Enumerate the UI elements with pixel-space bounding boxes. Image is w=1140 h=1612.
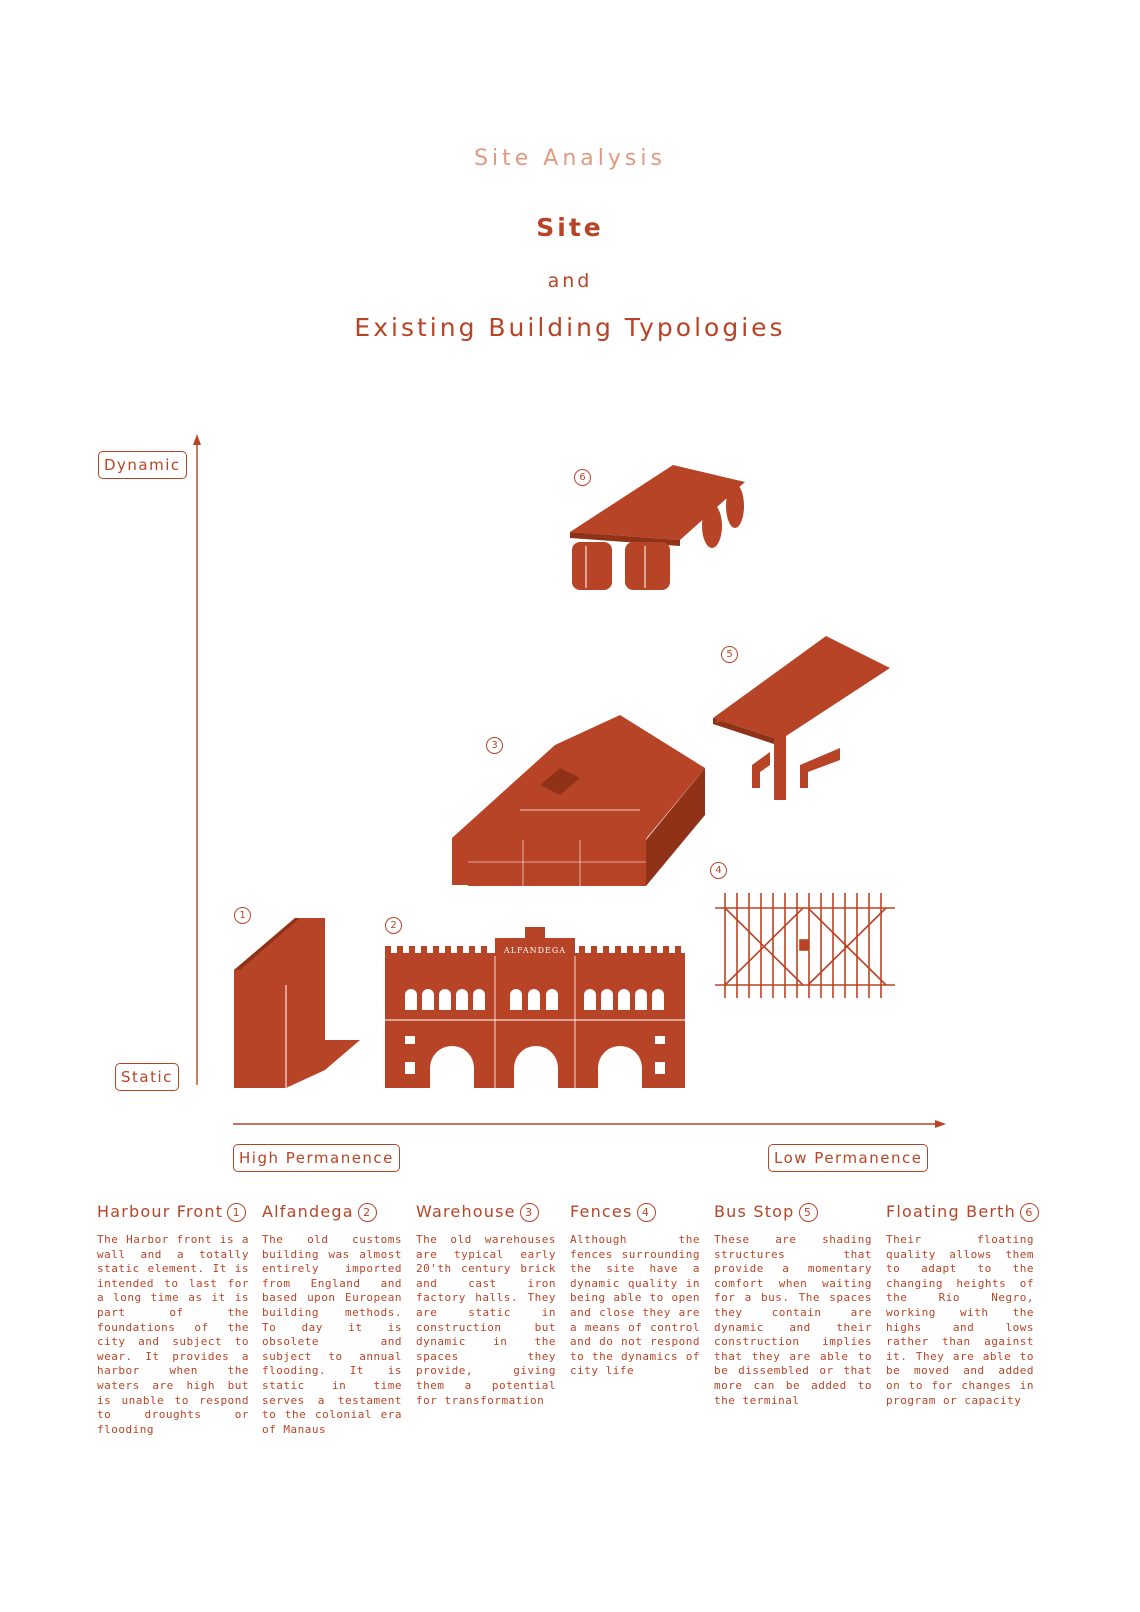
marker-4: 4 bbox=[710, 862, 727, 879]
column-6-title bbox=[886, 1201, 1039, 1223]
column-5-number: 5 bbox=[799, 1203, 818, 1222]
column-6-number: 6 bbox=[1020, 1203, 1039, 1222]
column-2-number: 2 bbox=[358, 1203, 377, 1222]
harbour-wall-icon bbox=[234, 918, 360, 1088]
column-5-title bbox=[714, 1201, 818, 1223]
page-title-line1: Site bbox=[536, 213, 604, 242]
column-1-number: 1 bbox=[227, 1203, 246, 1222]
bus-stop-shelter-icon bbox=[713, 636, 890, 800]
column-4-number: 4 bbox=[637, 1203, 656, 1222]
page-kicker: Site Analysis bbox=[474, 146, 666, 171]
page-title-line2: and bbox=[547, 270, 593, 292]
column-4-text: Although the fences surrounding the site have a dynamic quality in being able to open and close they are a means of control and do not respond to the dynamics of city life bbox=[570, 1233, 700, 1378]
marker-1: 1 bbox=[234, 907, 251, 924]
column-3-text: The old warehouses are typical early 20'th century brick and cast iron factory halls. They are static in construction but dynamic in the spaces they provide, giving them a potential for transformation bbox=[416, 1233, 556, 1407]
y-axis-bottom-label: Static bbox=[115, 1063, 179, 1091]
column-1-text: The Harbor front is a wall and a totally static element. It is intended to last for a long time as it is part of the foundations of the city and subject to wear. It provides a harbor when the waters are high but is unable to respond to droughts or flooding bbox=[97, 1233, 249, 1436]
marker-6: 6 bbox=[574, 469, 591, 486]
column-5-title-text: Bus Stop bbox=[714, 1202, 795, 1221]
column-3-title-text: Warehouse bbox=[416, 1202, 516, 1221]
marker-5: 5 bbox=[721, 646, 738, 663]
column-2-title bbox=[262, 1201, 377, 1223]
column-1-title-text: Harbour Front bbox=[97, 1202, 224, 1221]
fence-gate-icon bbox=[715, 893, 895, 998]
alfandega-sign: ALFANDEGA bbox=[503, 946, 567, 955]
column-3-title bbox=[416, 1201, 539, 1223]
marker-3: 3 bbox=[486, 737, 503, 754]
column-5-text: These are shading structures that provide a momentary comfort when waiting for a bus. The spaces they contain are dynamic and their construction implies that they are able to be dissembled or that more can be added to the terminal bbox=[714, 1233, 872, 1407]
x-axis-right-label: Low Permanence bbox=[768, 1144, 928, 1172]
column-6-title-text: Floating Berth bbox=[886, 1202, 1016, 1221]
x-axis-left-label: High Permanence bbox=[233, 1144, 400, 1172]
y-axis bbox=[193, 434, 201, 1085]
x-axis bbox=[233, 1120, 946, 1128]
column-2-text: The old customs building was almost entirely imported from England and based upon European building methods. To day it is obsolete and subject to annual flooding. It is static in time serves a testament to the colonial era of Manaus bbox=[262, 1233, 402, 1436]
column-2-title-text: Alfandega bbox=[262, 1202, 354, 1221]
column-4-title bbox=[570, 1201, 656, 1223]
alfandega-building-icon bbox=[385, 927, 685, 1088]
column-4-title-text: Fences bbox=[570, 1202, 633, 1221]
floating-berth-icon bbox=[570, 465, 745, 590]
column-1-title bbox=[97, 1201, 246, 1223]
marker-2: 2 bbox=[385, 917, 402, 934]
page-title-line3: Existing Building Typologies bbox=[354, 313, 786, 342]
y-axis-top-label: Dynamic bbox=[98, 451, 187, 479]
column-6-text: Their floating quality allows them to adapt to the changing heights of the Rio Negro, working with the highs and lows rather than against it. They are able to be moved and added on to for changes in program or capacity bbox=[886, 1233, 1034, 1407]
column-3-number: 3 bbox=[520, 1203, 539, 1222]
